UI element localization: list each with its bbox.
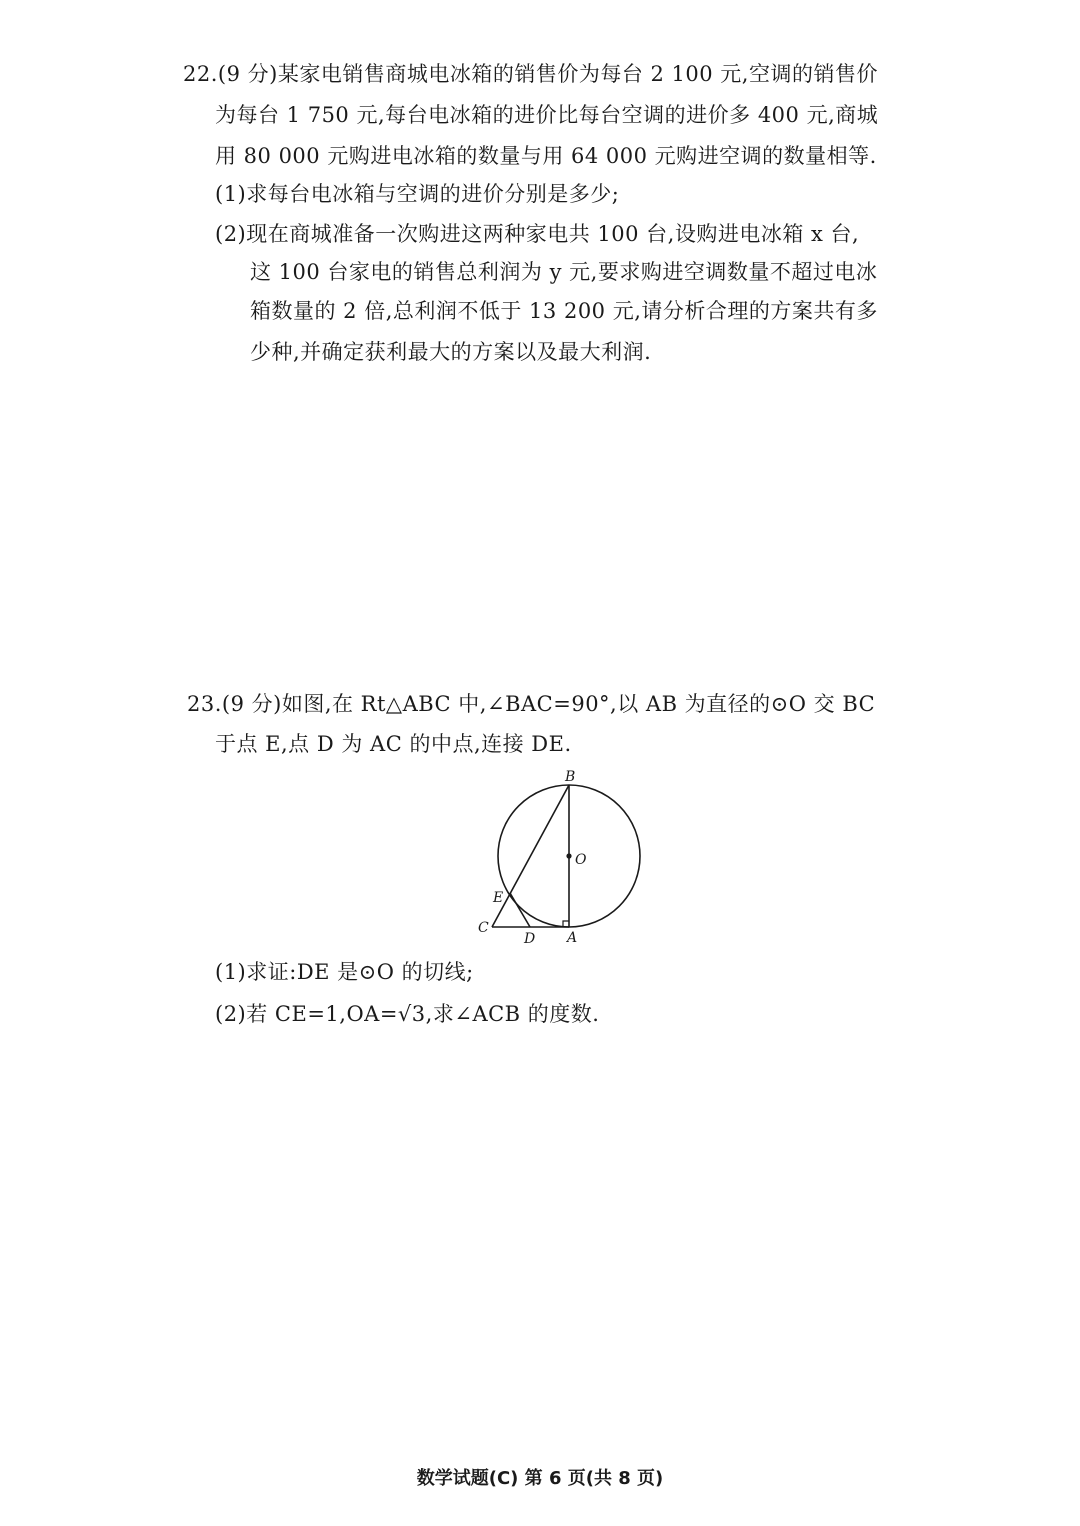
q22-line-3: 用 80 000 元购进电冰箱的数量与用 64 000 元购进空调的数量相等. bbox=[215, 144, 877, 168]
segment-bc bbox=[492, 785, 569, 927]
label-a: A bbox=[567, 930, 578, 946]
geometry-figure bbox=[470, 760, 670, 950]
q23-line-1: 23.(9 分)如图,在 Rt△ABC 中,∠BAC=90°,以 AB 为直径的⊙O 交 BC bbox=[187, 692, 876, 716]
q22-part-2-line-1: (2)现在商城准备一次购进这两种家电共 100 台,设购进电冰箱 x 台, bbox=[215, 222, 860, 246]
label-b: B bbox=[565, 769, 576, 785]
q22-line-1: 22.(9 分)某家电销售商城电冰箱的销售价为每台 2 100 元,空调的销售价 bbox=[183, 62, 878, 86]
label-e: E bbox=[493, 890, 504, 906]
label-d: D bbox=[524, 931, 536, 947]
label-c: C bbox=[478, 920, 489, 936]
q22-part-2-line-4: 少种,并确定获利最大的方案以及最大利润. bbox=[250, 340, 652, 364]
q23-part-2: (2)若 CE=1,OA=√3,求∠ACB 的度数. bbox=[215, 1002, 600, 1026]
segment-de bbox=[510, 893, 530, 927]
q23-part-1: (1)求证:DE 是⊙O 的切线; bbox=[215, 960, 474, 984]
q22-part-2-line-2: 这 100 台家电的销售总利润为 y 元,要求购进空调数量不超过电冰 bbox=[250, 260, 878, 284]
circle-triangle-diagram bbox=[470, 760, 670, 950]
q22-part-2-line-3: 箱数量的 2 倍,总利润不低于 13 200 元,请分析合理的方案共有多 bbox=[250, 299, 878, 323]
page-footer: 数学试题(C) 第 6 页(共 8 页) bbox=[416, 1468, 664, 1489]
q22-part-1: (1)求每台电冰箱与空调的进价分别是多少; bbox=[215, 182, 620, 206]
q22-line-2: 为每台 1 750 元,每台电冰箱的进价比每台空调的进价多 400 元,商城 bbox=[215, 103, 879, 127]
label-o: O bbox=[575, 852, 587, 868]
center-point-o bbox=[566, 853, 571, 858]
q23-line-2: 于点 E,点 D 为 AC 的中点,连接 DE. bbox=[215, 732, 572, 756]
